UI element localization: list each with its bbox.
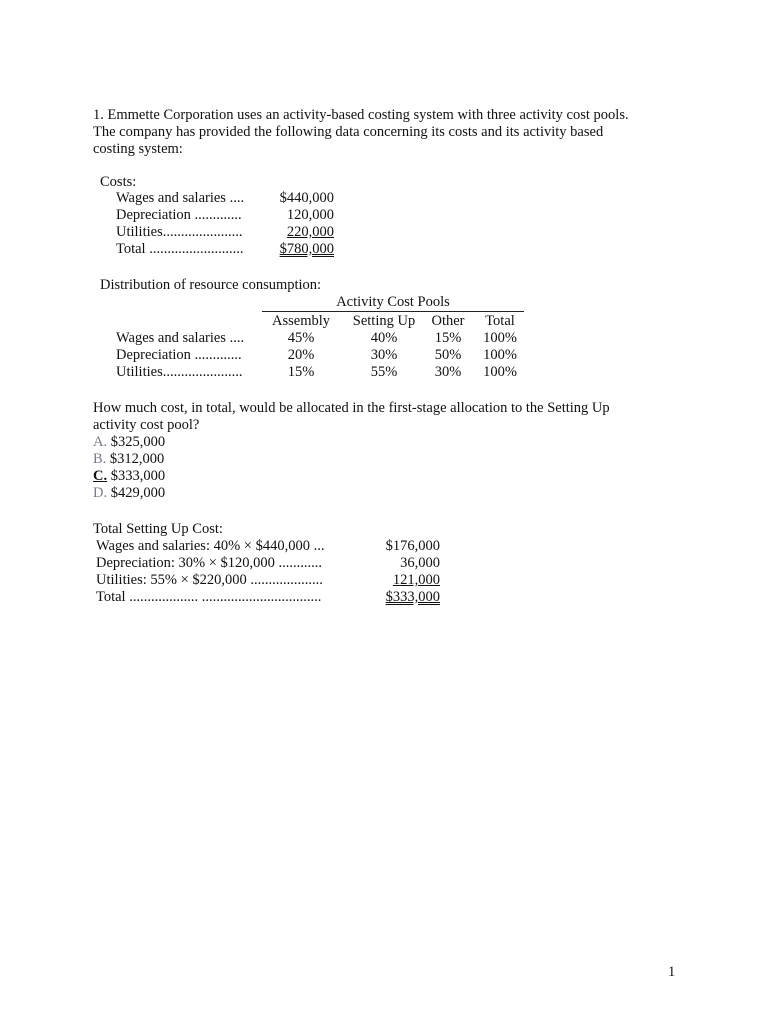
solution-value-depreciation: 36,000 (400, 555, 440, 571)
header-divider (262, 311, 524, 312)
option-a (93, 434, 165, 451)
option-letter: A. (93, 434, 108, 450)
intro-line: 1. Emmette Corporation uses an activity-based costing system with three activity cost pools. (93, 107, 629, 123)
activity-cost-pools-header: Activity Cost Pools (336, 294, 450, 310)
solution-label-utilities: Utilities: 55% × $220,000 .................... (96, 572, 323, 588)
costs-label-depreciation: Depreciation ............. (116, 207, 242, 223)
distribution-label-utilities: Utilities...................... (116, 364, 243, 380)
distribution-cell: 100% (483, 347, 517, 363)
distribution-cell: 100% (483, 364, 517, 380)
solution-value-utilities: 121,000 (392, 572, 440, 588)
costs-value-utilities: 220,000 (286, 224, 334, 240)
solution-label-depreciation: Depreciation: 30% × $120,000 ............ (96, 555, 323, 571)
option-d (93, 485, 165, 502)
solution-value-total: $333,000 (385, 589, 440, 605)
option-text: $429,000 (110, 485, 166, 501)
distribution-cell: 55% (370, 364, 398, 380)
distribution-cell: 30% (370, 347, 398, 363)
option-letter: D. (93, 485, 108, 501)
distribution-heading: Distribution of resource consumption: (100, 277, 322, 293)
costs-value-wages: $440,000 (279, 190, 334, 206)
option-text: $312,000 (109, 451, 165, 467)
distribution-cell: 45% (287, 330, 315, 346)
option-text: $333,000 (110, 468, 166, 484)
distribution-cell: 30% (434, 364, 462, 380)
column-header-total: Total (485, 313, 515, 329)
costs-label-utilities: Utilities...................... (116, 224, 243, 240)
question-prompt-line: activity cost pool? (93, 417, 200, 433)
intro-line: The company has provided the following data concerning its costs and its activity based (93, 124, 604, 140)
solution-label-wages: Wages and salaries: 40% × $440,000 ... (96, 538, 325, 554)
distribution-cell: 100% (483, 330, 517, 346)
question-prompt-line: How much cost, in total, would be allocated in the first-stage allocation to the Setting Up (93, 400, 610, 416)
intro-line: costing system: (93, 141, 183, 157)
page-number: 1 (668, 964, 676, 980)
question-intro (93, 107, 683, 158)
column-header-setting-up: Setting Up (352, 313, 416, 329)
costs-label-total: Total .......................... (116, 241, 244, 257)
option-letter: B. (93, 451, 107, 467)
distribution-label-depreciation: Depreciation ............. (116, 347, 242, 363)
column-header-other: Other (431, 313, 465, 329)
distribution-cell: 20% (287, 347, 315, 363)
column-header-assembly: Assembly (272, 313, 330, 329)
solution-heading: Total Setting Up Cost: (93, 521, 223, 537)
costs-heading: Costs: (100, 174, 137, 190)
solution-label-total: Total ................... ................................. (96, 589, 322, 605)
distribution-label-wages: Wages and salaries .... (116, 330, 245, 346)
distribution-cell: 40% (370, 330, 398, 346)
costs-label-wages: Wages and salaries .... (116, 190, 245, 206)
distribution-cell: 15% (287, 364, 315, 380)
distribution-cell: 15% (434, 330, 462, 346)
option-c-correct (93, 468, 165, 485)
distribution-cell: 50% (434, 347, 462, 363)
costs-value-total: $780,000 (279, 241, 334, 257)
solution-value-wages: $176,000 (385, 538, 440, 554)
option-b (93, 451, 164, 468)
option-text: $325,000 (110, 434, 166, 450)
option-letter: C. (93, 468, 108, 484)
costs-value-depreciation: 120,000 (286, 207, 334, 223)
